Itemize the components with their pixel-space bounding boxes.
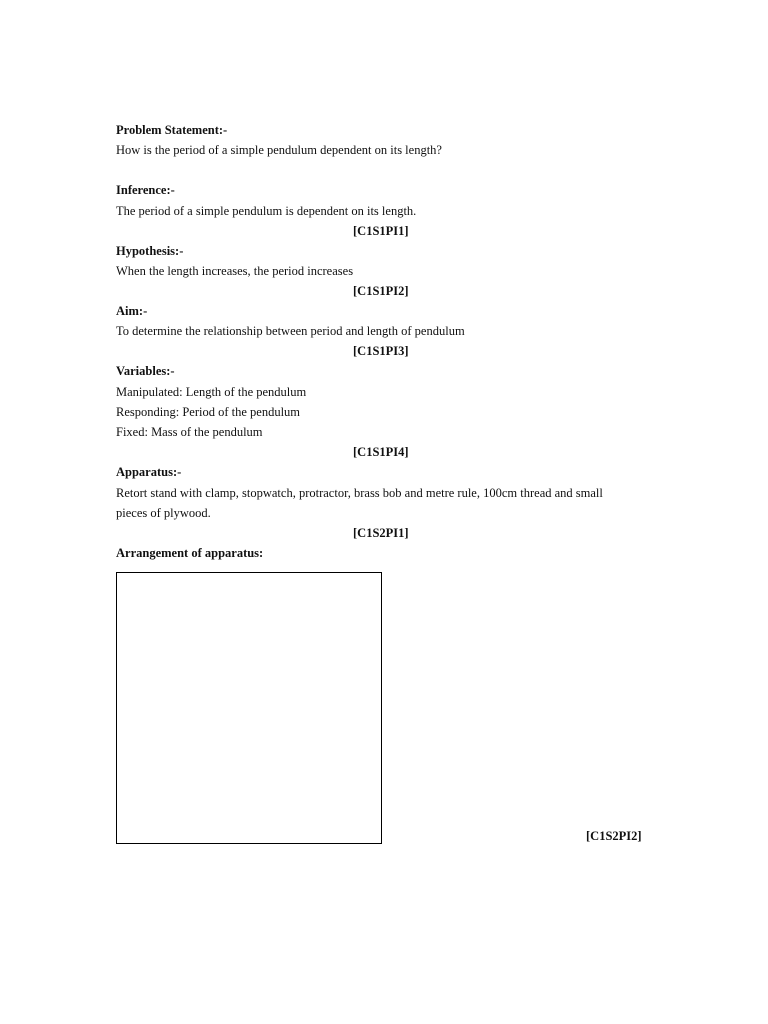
- apparatus-code: [C1S2PI1]: [353, 526, 409, 540]
- hypothesis-heading: Hypothesis:-: [116, 244, 184, 258]
- apparatus-text-line2: pieces of plywood.: [116, 506, 211, 520]
- arrangement-code: [C1S2PI2]: [586, 829, 642, 843]
- problem-statement-text: How is the period of a simple pendulum dependent on its length?: [116, 143, 442, 157]
- apparatus-heading: Apparatus:-: [116, 465, 182, 479]
- inference-text: The period of a simple pendulum is dependent on its length.: [116, 204, 417, 218]
- inference-heading: Inference:-: [116, 183, 175, 197]
- variables-fixed: Fixed: Mass of the pendulum: [116, 425, 263, 439]
- aim-text: To determine the relationship between period and length of pendulum: [116, 324, 465, 338]
- apparatus-text-line1: Retort stand with clamp, stopwatch, protractor, brass bob and metre rule, 100cm thread and small: [116, 486, 603, 500]
- hypothesis-text: When the length increases, the period increases: [116, 264, 354, 278]
- variables-heading: Variables:-: [116, 364, 175, 378]
- hypothesis-code: [C1S1PI2]: [353, 284, 409, 298]
- arrangement-heading: Arrangement of apparatus:: [116, 546, 264, 560]
- inference-code: [C1S1PI1]: [353, 224, 409, 238]
- aim-code: [C1S1PI3]: [353, 344, 409, 358]
- variables-code: [C1S1PI4]: [353, 445, 409, 459]
- variables-responding: Responding: Period of the pendulum: [116, 405, 301, 419]
- aim-heading: Aim:-: [116, 304, 148, 318]
- problem-statement-heading: Problem Statement:-: [116, 123, 228, 137]
- variables-manipulated: Manipulated: Length of the pendulum: [116, 385, 307, 399]
- apparatus-diagram-box: [116, 572, 382, 844]
